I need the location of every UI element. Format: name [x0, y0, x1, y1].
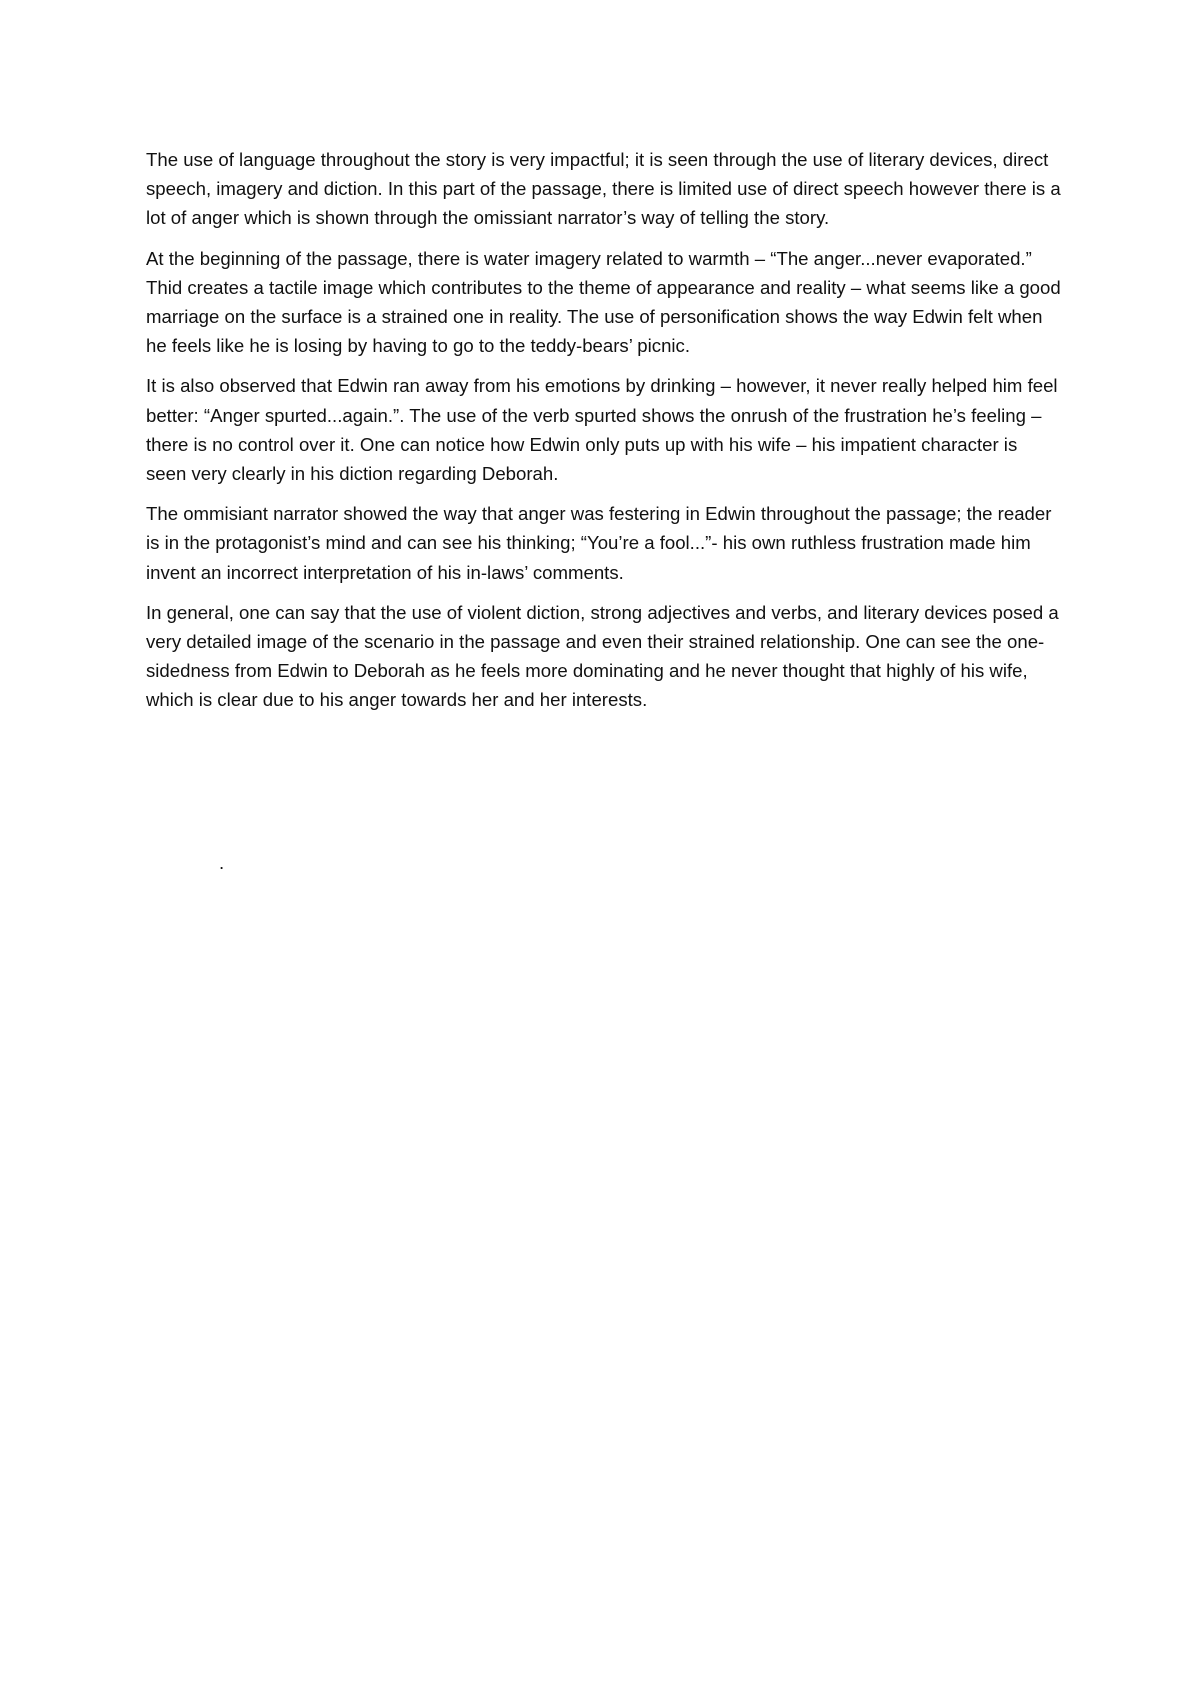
paragraph-4: The ommisiant narrator showed the way that anger was festering in Edwin throughout the passage; the reader is in the protagonist’s mind and can see his thinking; “You’re a fool...”- his own ruthless frustration made him invent an incorrect interpretation of his in-laws’ comments. — [146, 503, 1052, 583]
paragraph-3: It is also observed that Edwin ran away from his emotions by drinking – however, it never really helped him feel better: “Anger spurted...again.”. The use of the verb spurted shows the onrush of the frustration he’s feeling – there is no control over it. One can notice how Edwin only puts up with his wife – his impatient character is seen very clearly in his diction regarding Deborah. — [146, 375, 1058, 485]
paragraph-5: In general, one can say that the use of violent diction, strong adjectives and verbs, and literary devices posed a very detailed image of the scenario in the passage and even their strained relationship. One can see the one-sidedness from Edwin to Deborah as he feels more dominating and he never thought that highly of his wife, which is clear due to his anger towards her and her interests. — [146, 601, 1059, 711]
paragraph-1: The use of language throughout the story is very impactful; it is seen through the use of literary devices, direct speech, imagery and diction. In this part of the passage, there is limited use of direct speech however there is a lot of anger which is shown through the omissiant narrator’s way of telling the story. — [146, 149, 1061, 229]
trailing-period: . — [219, 852, 225, 873]
essay-body — [146, 145, 1061, 726]
paragraph-2: At the beginning of the passage, there is water imagery related to warmth – “The anger...never evaporated.” Thid creates a tactile image which contributes to the theme of appearance and reality – what seems like a good marriage on the surface is a strained one in reality. The use of personification shows the way Edwin felt when he feels like he is losing by having to go to the teddy-bears’ picnic. — [146, 247, 1061, 357]
